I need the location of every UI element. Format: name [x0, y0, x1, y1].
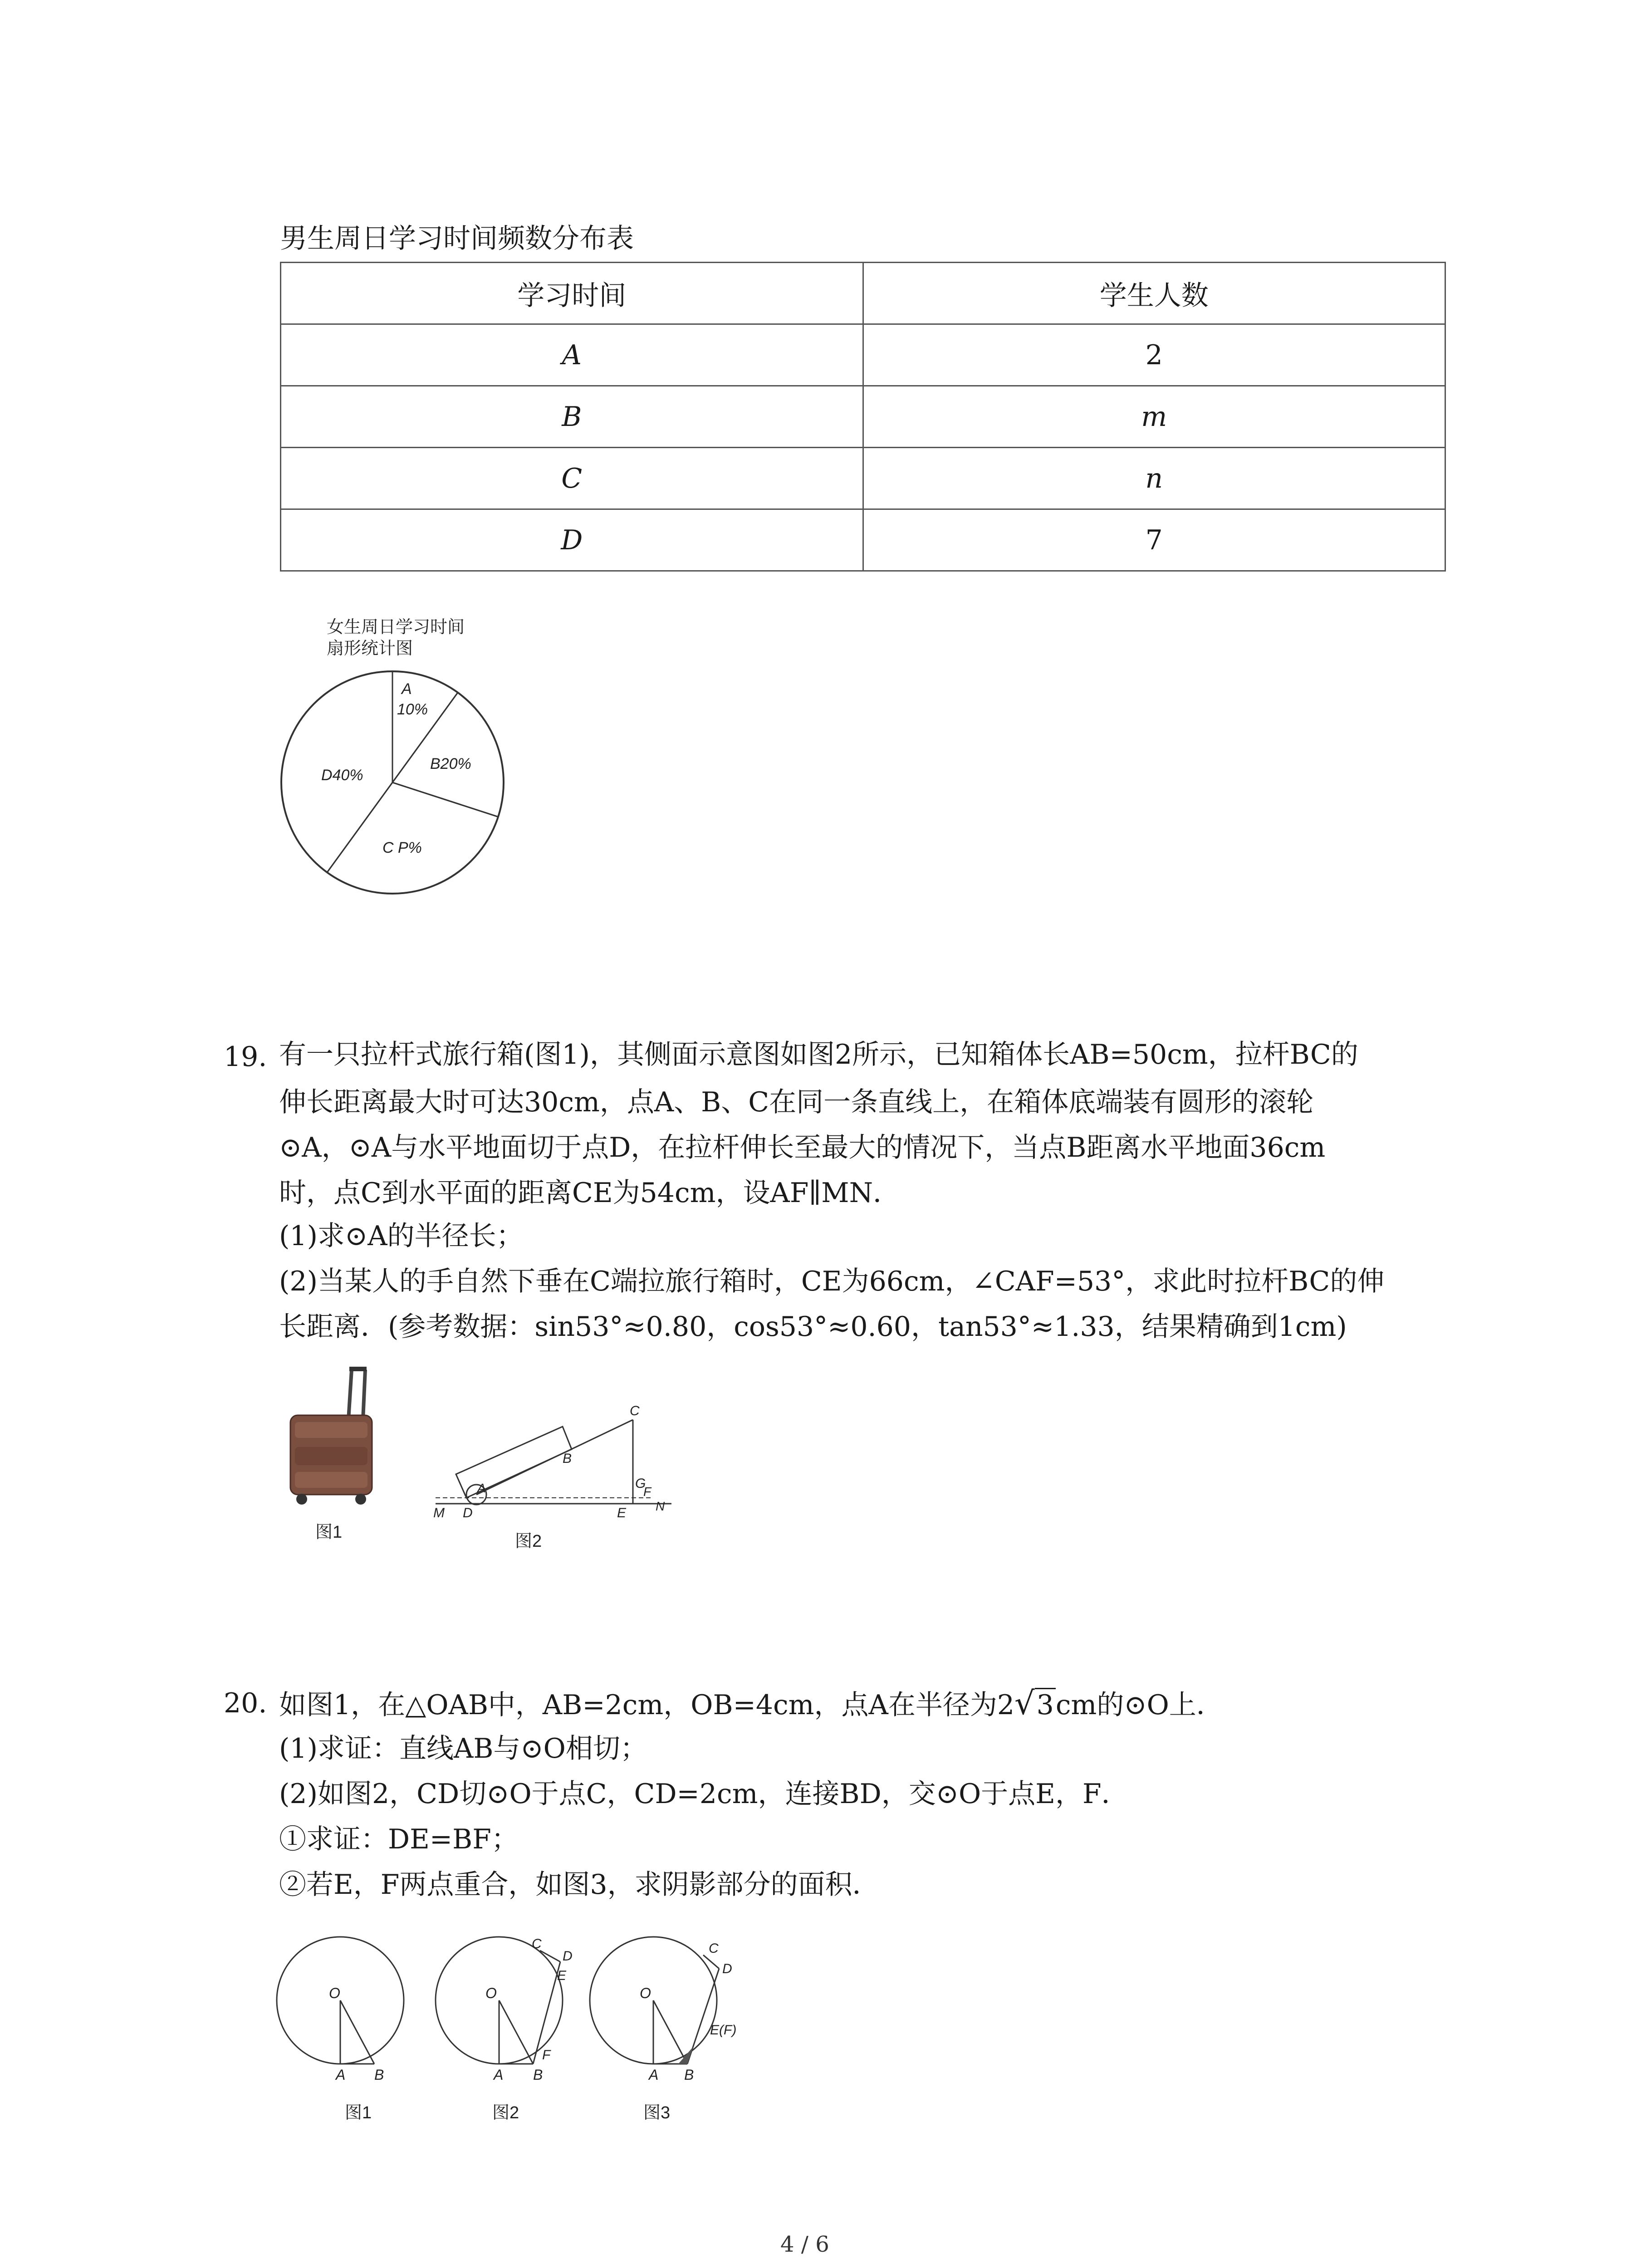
- label-e: E: [557, 1968, 567, 1983]
- slice-label-c: C P%: [382, 839, 422, 856]
- label-c: C: [630, 1403, 640, 1418]
- label-a: A: [494, 2067, 504, 2083]
- shaded-region: [678, 2047, 693, 2064]
- q20-line: ②若E，F两点重合，如图3，求阴影部分的面积．: [279, 1869, 880, 1901]
- question-20-number: 20.: [224, 1687, 267, 1719]
- figure-caption: 图3: [643, 2103, 671, 2122]
- label-o: O: [329, 1985, 340, 2001]
- figure-caption: 图2: [492, 2103, 519, 2122]
- q19-line: 有一只拉杆式旅行箱(图1)，其侧面示意图如图2所示，已知箱体长AB=50cm，拉杆BC的: [279, 1039, 1358, 1070]
- label-f: F: [643, 1485, 652, 1499]
- label-b: B: [684, 2067, 694, 2083]
- table-row: [281, 386, 1445, 448]
- label-g: G: [635, 1476, 646, 1491]
- question-19-number: 19.: [224, 1041, 267, 1073]
- label-a: A: [649, 2067, 659, 2083]
- label-b: B: [563, 1451, 572, 1466]
- q19-line: (2)当某人的手自然下垂在C端拉旅行箱时，CE为66cm，∠CAF=53°，求此时拉杆BC的伸: [279, 1266, 1385, 1297]
- q20-line1-pre: 如图1，在△OAB中，AB=2cm，OB=4cm，点A在半径为2: [279, 1689, 1015, 1721]
- label-m: M: [433, 1505, 445, 1520]
- slice-label-d: D40%: [321, 767, 363, 784]
- label-n: N: [656, 1499, 665, 1513]
- label-c: C: [709, 1941, 719, 1956]
- frequency-table: [280, 262, 1446, 572]
- square-root: √3: [1014, 1687, 1056, 1719]
- table-row: [281, 448, 1445, 509]
- page-number: 4 / 6: [780, 2232, 829, 2257]
- suitcase-schematic: [426, 1379, 690, 1560]
- figure-caption: 图2: [515, 1532, 542, 1551]
- circle-figures: [272, 1905, 771, 2150]
- figure-caption: 图1: [345, 2103, 372, 2122]
- q20-line: (1)求证：直线AB与⊙O相切；: [279, 1733, 647, 1765]
- q19-line: ⊙A，⊙A与水平地面切于点D，在拉杆伸长至最大的情况下，当点B距离水平地面36cm: [279, 1132, 1326, 1163]
- table-cell: A: [281, 324, 863, 386]
- q19-line: 时，点C到水平面的距离CE为54cm，设AF∥MN．: [279, 1177, 901, 1209]
- label-o: O: [640, 1985, 651, 2001]
- slice-label-a-letter: A: [402, 680, 412, 698]
- q20-line1-post: cm的⊙O上．: [1055, 1689, 1224, 1721]
- table-cell: 2: [863, 324, 1445, 386]
- table-cell: n: [863, 448, 1445, 509]
- table-row: [281, 509, 1445, 571]
- table-cell: C: [281, 448, 863, 509]
- table-header-cell: 学生人数: [863, 263, 1445, 324]
- pie-chart: [272, 612, 526, 907]
- chart-title-line: 女生周日学习时间: [327, 618, 465, 637]
- label-b: B: [533, 2067, 543, 2083]
- q20-line: ①求证：DE=BF；: [279, 1823, 519, 1855]
- table-cell: B: [281, 386, 863, 448]
- table-header-row: [281, 263, 1445, 324]
- pie-slices: [281, 671, 504, 894]
- table-cell: D: [281, 509, 863, 571]
- label-d: D: [463, 1505, 473, 1520]
- suitcase-figure: [281, 1361, 399, 1551]
- label-d: D: [563, 1949, 573, 1964]
- table-cell: 7: [863, 509, 1445, 571]
- label-b: B: [374, 2067, 384, 2083]
- q19-line: 伸长距离最大时可达30cm，点A、B、C在同一条直线上，在箱体底端装有圆形的滚轮: [279, 1086, 1314, 1118]
- q20-line: [279, 1685, 1224, 1722]
- label-o: O: [485, 1985, 497, 2001]
- table-header-cell: 学习时间: [281, 263, 863, 324]
- label-a: A: [336, 2067, 346, 2083]
- table-caption: 男生周日学习时间频数分布表: [280, 223, 634, 254]
- label-d: D: [722, 1961, 732, 1976]
- label-e: E: [617, 1505, 627, 1520]
- q19-line: (1)求⊙A的半径长；: [279, 1220, 524, 1252]
- q20-line: (2)如图2，CD切⊙O于点C，CD=2cm，连接BD，交⊙O于点E，F．: [279, 1778, 1129, 1810]
- figure-3: [590, 1937, 736, 2122]
- table-row: [281, 324, 1445, 386]
- chart-title-line: 扇形统计图: [327, 639, 413, 658]
- figure-caption: 图1: [315, 1523, 343, 1542]
- label-e-f: E(F): [710, 2023, 737, 2038]
- slice-label-b: B20%: [430, 755, 471, 772]
- label-f: F: [542, 2048, 551, 2063]
- q19-line: 长距离．(参考数据：sin53°≈0.80，cos53°≈0.60，tan53°≈1.33，结果精确到1cm): [279, 1311, 1347, 1343]
- table-cell: m: [863, 386, 1445, 448]
- square-root-radicand: 3: [1035, 1688, 1056, 1721]
- figure-2: [436, 1936, 573, 2122]
- figure-1: [277, 1937, 404, 2122]
- label-c: C: [532, 1936, 542, 1951]
- label-a: A: [477, 1481, 486, 1495]
- slice-label-a-value: 10%: [397, 701, 428, 718]
